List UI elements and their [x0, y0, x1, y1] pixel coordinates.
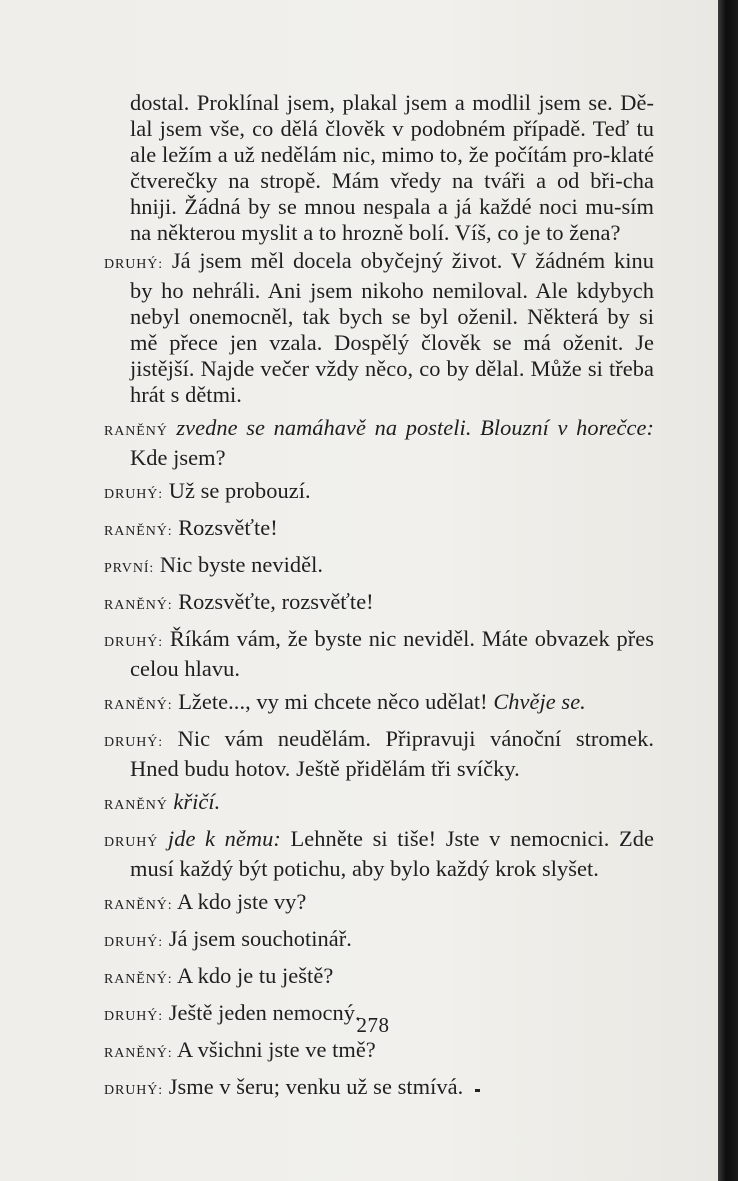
speaker-label: RANĚNÝ: [104, 698, 173, 713]
speech: Rozsvěťte, rozsvěťte! [178, 589, 374, 614]
intro-line: tu ale ležím a už nedělám nic, mimo to, že počítám pro- [130, 116, 654, 167]
speaker-label: DRUHÝ: [104, 635, 164, 650]
speech: Už se probouzí. [168, 478, 311, 503]
dialogue-turn [104, 515, 654, 545]
intro-line: lal jsem vše, co dělá člověk v podobném případě. Teď [130, 116, 630, 141]
speech: Lžete..., vy mi chcete něco udělat! [178, 689, 488, 714]
intro-line: dostal. Proklínal jsem, plakal jsem a modlil jsem se. Dě- [130, 90, 654, 115]
speaker-label: DRUHÝ: [104, 1009, 164, 1024]
speech: A kdo je tu ještě? [176, 963, 334, 988]
intro-paragraph [104, 90, 654, 246]
dialogue-turn [104, 726, 654, 782]
speaker-label: DRUHÝ [104, 835, 159, 850]
speech: Já jsem měl docela obyčejný život. V žádném kinu by ho nehráli. Ani jsem nikoho nemiloval. Ale kdybych nebyl onemocněl, tak bych se byl oženil. Některá by si mě přece jen vzala. Dospělý člověk se má oženit. Je jistější. Najde večer vždy něco, co by dělal. Může si třeba hrát s dětmi. [130, 248, 654, 407]
speech: A všichni jste ve tmě? [176, 1037, 376, 1062]
speaker-label: DRUHÝ: [104, 487, 164, 502]
speaker-label: DRUHÝ: [104, 1083, 164, 1098]
speaker-label: RANĚNÝ: [104, 524, 173, 539]
dialogue-turn [104, 963, 654, 993]
stage-direction: křičí. [173, 789, 221, 814]
intro-line: klaté čtverečky na stropě. Mám vředy na tváři a od bři- [130, 142, 654, 193]
intro-line: cha hniji. Žádná by se mnou nespala a já každé noci mu- [130, 168, 654, 219]
speech: Ještě jeden nemocný. [168, 1000, 361, 1025]
dialogue-turn [104, 589, 654, 619]
ink-mark [475, 1089, 480, 1092]
stage-direction: Chvěje se. [493, 689, 586, 714]
speaker-label: RANĚNÝ [104, 424, 168, 439]
speech: Rozsvěťte! [178, 515, 278, 540]
dialogue-turn [104, 826, 654, 882]
page-number: 278 [356, 1013, 390, 1037]
stage-direction: zvedne se namáhavě na posteli. Blouzní v horečce: [176, 415, 654, 440]
speech: Jsme v šeru; venku už se stmívá. [168, 1074, 464, 1099]
speaker-label: RANĚNÝ: [104, 898, 173, 913]
speech: Nic byste neviděl. [159, 552, 324, 577]
speech: A kdo jste vy? [176, 889, 307, 914]
speaker-label: RANĚNÝ: [104, 1046, 173, 1061]
page-text [104, 90, 654, 1111]
dialogue-turn [104, 689, 654, 719]
dialogue-turn [104, 552, 654, 582]
speech: Já jsem souchotinář. [168, 926, 352, 951]
speech: Lehněte si tiše! Jste v nemocnici. Zde musí každý být potichu, aby bylo každý krok slyšet. [130, 826, 654, 881]
speaker-label: DRUHÝ: [104, 935, 164, 950]
book-binding-edge [718, 0, 738, 1181]
dialogue-turn [104, 478, 654, 508]
intro-line: žena? [569, 220, 621, 245]
speech: Nic vám neudělám. Připravuji vánoční stromek. Hned budu hotov. Ještě přidělám tři svíčky. [130, 726, 654, 781]
speaker-label: DRUHÝ: [104, 257, 164, 272]
dialogue-turn [104, 626, 654, 682]
speaker-label: DRUHÝ: [104, 735, 164, 750]
dialogue-turn [104, 248, 654, 408]
speech: Kde jsem? [130, 445, 226, 470]
dialogue-turn [104, 926, 654, 956]
dialogue-turn [104, 1074, 654, 1104]
speaker-label: RANĚNÝ: [104, 972, 173, 987]
dialogue-turn [104, 415, 654, 471]
dialogue-turn [104, 789, 654, 819]
dialogue-turn [104, 1037, 654, 1067]
stage-direction: jde k němu: [167, 826, 281, 851]
dialogue-turn [104, 889, 654, 919]
speech: Říkám vám, že byste nic neviděl. Máte obvazek přes celou hlavu. [130, 626, 654, 681]
intro-line: sím na některou myslit a to hrozně bolí. Víš, co je to [130, 194, 654, 245]
speaker-label: RANĚNÝ [104, 798, 168, 813]
speaker-label: RANĚNÝ: [104, 598, 173, 613]
speaker-label: PRVNÍ: [104, 561, 155, 576]
